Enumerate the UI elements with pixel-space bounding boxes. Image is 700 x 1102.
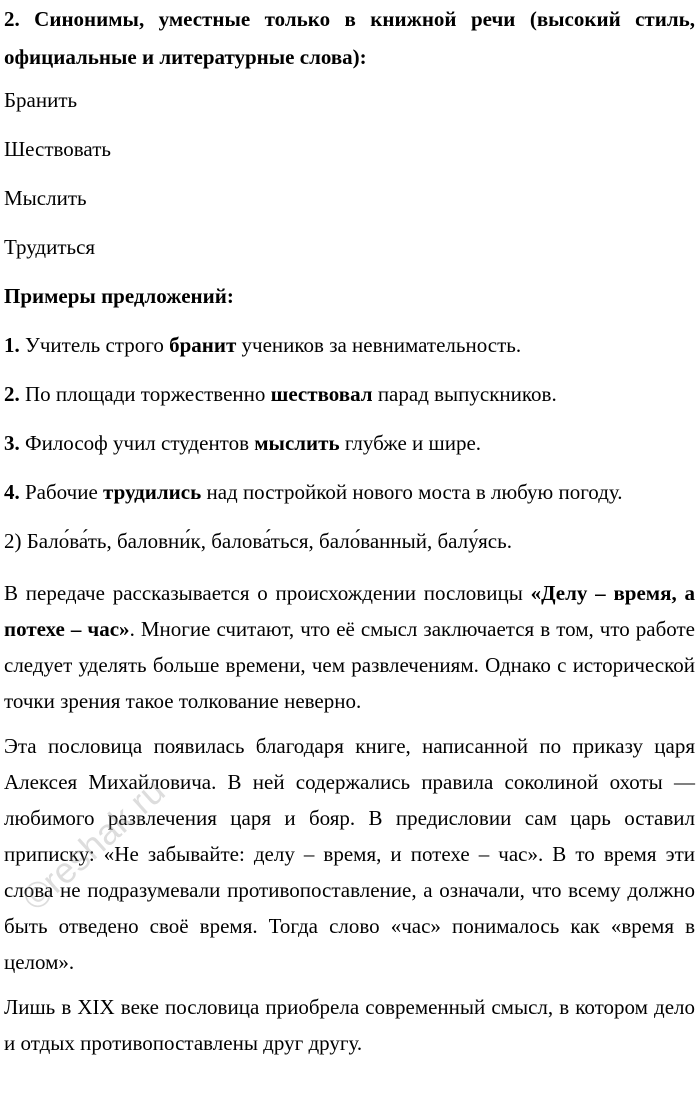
example-text-after: над постройкой нового моста в любую погоду. (201, 480, 623, 504)
example-number: 3. (4, 431, 20, 455)
paragraph-history: Эта пословица появилась благодаря книге, написанной по приказу царя Алексея Михайловича. В ней содержались правила соколиной охоты — любимого развлечения царя и бояр. В предисловии сам царь оставил приписку: «Не забывайте: делу – время, и потехе – час». В то время эти слова не подразумевали противопоставление, а означали, что всему должно быть отведено своё время. Тогда слово «час» понималось как «время в целом». (4, 734, 695, 974)
accent-words: 2) Бало́ва́ть, баловни́к, балова́ться, бало́ванный, балу́ясь. (4, 529, 512, 553)
example-number: 1. (4, 333, 20, 357)
example-keyword: шествовал (270, 382, 373, 406)
example-sentence (4, 321, 695, 370)
example-number: 2. (4, 382, 20, 406)
synonym-item: Мыслить (4, 186, 87, 210)
example-sentence (4, 419, 695, 468)
synonym-item: Шествовать (4, 137, 111, 161)
example-text-after: учеников за невнимательность. (236, 333, 522, 357)
example-text-before: Рабочие (19, 480, 104, 504)
synonym-item: Трудиться (4, 235, 96, 259)
paragraph-origin-rest: . Многие считают, что её смысл заключается в том, что работе следует уделять больше времени, чем развлечениям. Однако с исторической точки зрения такое толкование неверно. (4, 617, 695, 713)
example-text-before: Философ учил студентов (19, 431, 255, 455)
example-text-after: парад выпускников. (372, 382, 557, 406)
examples-title (4, 272, 695, 321)
example-keyword: мыслить (254, 431, 340, 455)
example-number: 4. (4, 480, 20, 504)
synonym-item: Бранить (4, 88, 78, 112)
example-text-before: По площади торжественно (19, 382, 271, 406)
example-text-after: глубже и шире. (339, 431, 482, 455)
example-sentence (4, 370, 695, 419)
example-text-before: Учитель строго (19, 333, 170, 357)
paragraph-modern: Лишь в XIX веке пословица приобрела современный смысл, в котором дело и отдых противопоставлены друг другу. (4, 995, 695, 1055)
section-heading: 2. Синонимы, уместные только в книжной речи (высокий стиль, официальные и литературные слова): (4, 7, 695, 69)
proverb-quote: «Делу – время, а потехе – час» (4, 581, 695, 641)
example-keyword: бранит (169, 333, 237, 357)
example-keyword: трудились (103, 480, 202, 504)
paragraph-origin-lead: В передаче рассказывается о происхождении пословицы (4, 581, 531, 605)
paragraph-origin (4, 575, 695, 719)
watermark-logo: ©reshak.ru (14, 769, 173, 919)
example-sentence (4, 468, 695, 517)
examples-title-text: Примеры предложений: (4, 284, 234, 308)
